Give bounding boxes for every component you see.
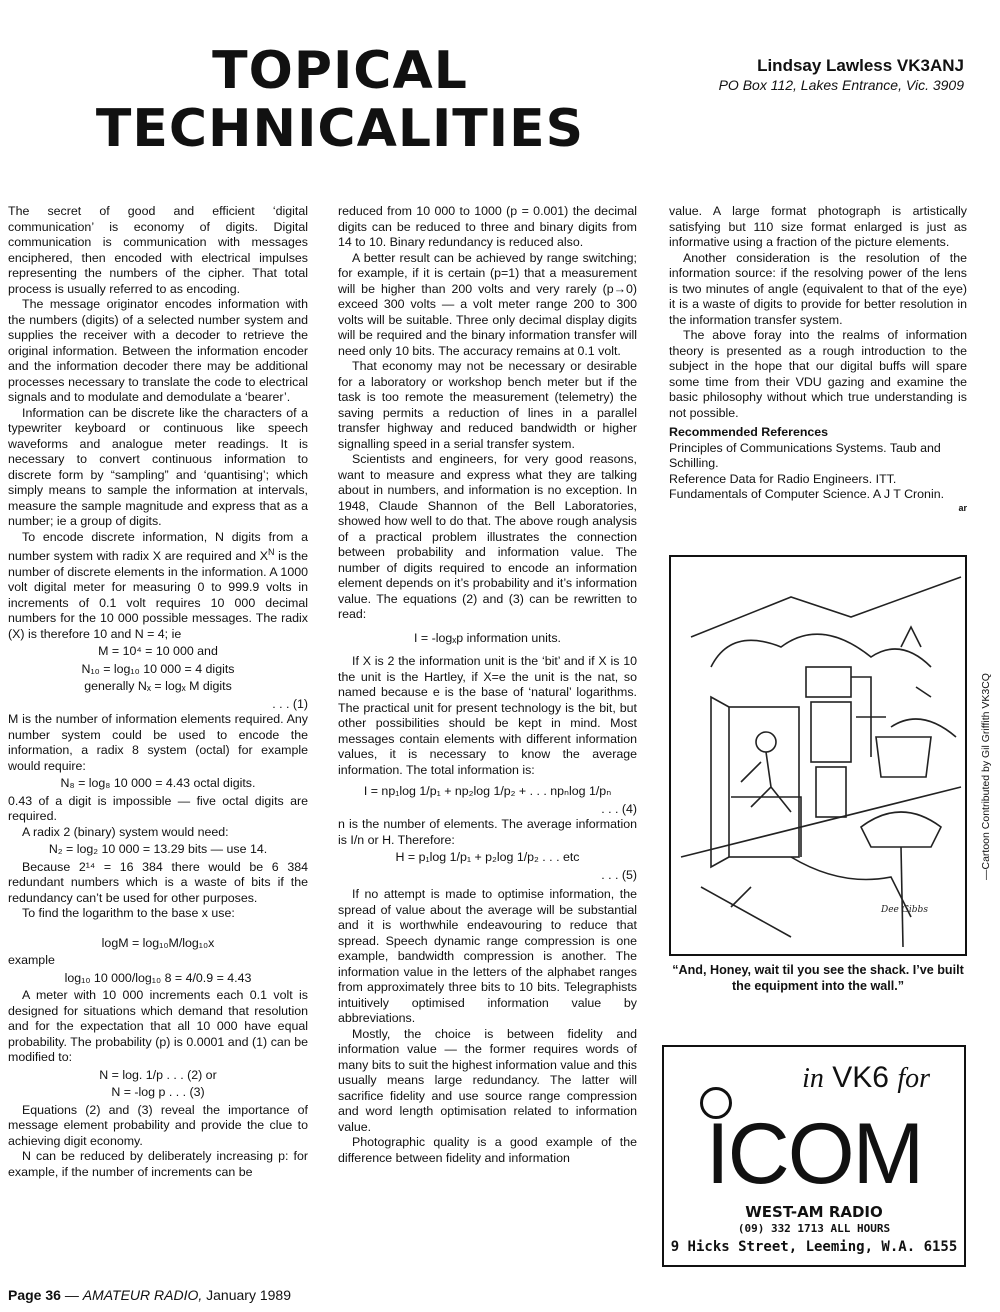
paragraph: 0.43 of a digit is impossible — five octal digits are required. [8, 793, 308, 823]
reference-item: Principles of Communications Systems. Taub and Schilling. [669, 440, 941, 470]
column-1 [8, 204, 308, 1180]
cartoon-drawing [671, 557, 965, 954]
equation: N = log. 1/p . . . (2) or [99, 1067, 217, 1082]
paragraph: A radix 2 (binary) system would need: [22, 824, 229, 839]
example-label: example [8, 953, 55, 967]
author-address: PO Box 112, Lakes Entrance, Vic. 3909 [718, 77, 964, 93]
equation: N = -log p . . . (3) [111, 1085, 205, 1099]
column-3 [669, 204, 967, 513]
ad-company: WEST-AM RADIO [745, 1203, 883, 1221]
footer-page: Page 36 [8, 1287, 61, 1303]
paragraph: A better result can be achieved by range switching; for example, if it is certain (p=1) that a measurement will be higher than 200 volts and very rarely (p→0) exceed 300 volts — a volt meter range 200 to 300 volts will be suitable. Three only decimal display digits will be required and the binary information transfer will need only 10 bits. The accuracy remains at 0.1 volt. [338, 250, 637, 358]
equation-number: . . . (1) [272, 696, 308, 711]
paragraph: If X is 2 the information unit is the ‘bit’ and if X is 10 the unit is the Hartley, if X=e the unit is the nat, so named because e is the base of ‘natural’ logarithms. The practical unit for present technology is the bit, but other possibilities should be kept in mind. Most messages contain elements with different information values, it is necessary to know the average information. The total information is: [338, 654, 637, 777]
cartoon-artist-signature: Dee Gibbs [881, 905, 928, 915]
equation-number: . . . (4) [601, 801, 637, 816]
paragraph: The message originator encodes information with the numbers (digits) of a selected number system and supplies the receiver with a decoder to retrieve the original information. Between the information encoder and the information decoder there may be additional processes necessary to translate the code to electrical signals and to modulate and demodulate a ‘bearer’. [8, 297, 308, 404]
paragraph: Another consideration is the resolution of the information source: if the resolving power of the lens is two minutes of angle (equivalent to that of the eye) it is a waste of digits to provide for better resolution in the information transfer system. [669, 250, 967, 327]
paragraph: M is the number of information elements required. Any number system could be used to encode the information, a radix 8 system (octal) for example would require: [8, 712, 308, 773]
author-name: Lindsay Lawless VK3ANJ [757, 56, 964, 75]
footer-magazine: AMATEUR RADIO, [82, 1287, 203, 1303]
equation: I = -logₓp information units. [414, 630, 561, 645]
equation: N₈ = log₈ 10 000 = 4.43 octal digits. [60, 776, 256, 790]
equation: logM = log₁₀M/log₁₀x [101, 935, 215, 950]
paragraph: N can be reduced by deliberately increasing p: for example, if the number of increments can be [8, 1149, 308, 1179]
paragraph: value. A large format photograph is artistically satisfying but 110 size format enlarged is just as informative using a fraction of the picture elements. [669, 204, 967, 249]
paragraph: To find the logarithm to the base x use: [22, 906, 235, 920]
equation: M = 10⁴ = 10 000 and [98, 644, 218, 658]
article-signoff: ar [958, 502, 967, 513]
references-heading: Recommended References [669, 425, 829, 439]
equation: I = np₁log 1/p₁ + np₂log 1/p₂ + . . . npₙlog 1/pₙ [363, 784, 612, 798]
paragraph [8, 530, 308, 643]
paragraph: The secret of good and efficient ‘digital communication’ is economy of digits. Digital communication is communication with messages enciphered, then encoded with electrical impulses representing the numbers of the cipher. That total process is usually referred to as encoding. [8, 204, 308, 296]
paragraph: The above foray into the realms of information theory is presented as a rough introduction to the subject in the hope that our digital buffs will spare some time from their VDU gazing and examine the basic philosophy without which true understanding is not possible. [669, 328, 967, 420]
paragraph: A meter with 10 000 increments each 0.1 volt is designed for situations which demand that resolution and for the expectation that all 10 000 have equal probability. The probability (p) is 0.0001 and (1) can be modified to: [8, 988, 308, 1064]
title-line-1: TOPICAL [212, 41, 468, 101]
ad-phone: (09) 332 1713 ALL HOURS [737, 1222, 891, 1235]
footer-date: January 1989 [202, 1287, 291, 1303]
paragraph: If no attempt is made to optimise information, the spread of value about the average will be substantial and it is worthwhile endeavouring to reduce that spread. Speech dynamic range compression is one example, bandwidth compression is another. The information value in the letters of the alphabet ranges from approximately three bits to 10 bits. Telegraphists intuitively optimised information value by abbreviations. [338, 887, 637, 1025]
reference-item: Reference Data for Radio Engineers. ITT. [669, 471, 897, 486]
article-title [80, 42, 600, 158]
text-run: To encode discrete information, N digits from a number system with radix X are required and X [8, 529, 308, 563]
ad-tagline-in: in [802, 1063, 824, 1094]
footer-separator: — [60, 1287, 83, 1303]
equation: H = p₁log 1/p₁ + p₂log 1/p₂ . . . etc [395, 850, 580, 864]
paragraph: Photographic quality is a good example of the difference between fidelity and information [338, 1135, 637, 1165]
paragraph: Equations (2) and (3) reveal the importance of message element probability and provide the clue to achieving digit economy. [8, 1102, 308, 1148]
paragraph: reduced from 10 000 to 1000 (p = 0.001) the decimal digits can be reduced to three and binary digits from 14 to 10. Binary redundancy is reduced also. [338, 204, 637, 249]
paragraph: That economy may not be necessary or desirable for a laboratory or workshop bench meter but if the task is too remote the measurement (telemetry) the saving permits a reduction of lines in a parallel transfer highway and reduced bandwidth or higher signalling speed in a serial transfer system. [338, 359, 637, 451]
ad-brand-logo: ICOM [705, 1106, 923, 1202]
ad-tagline-vk6: VK6 [832, 1061, 889, 1094]
ad-address: 9 Hicks Street, Leeming, W.A. 6155 [670, 1239, 958, 1255]
reference-item: Fundamentals of Computer Science. A J T Cronin. [669, 487, 945, 501]
title-line-2: TECHNICALITIES [95, 99, 585, 159]
author-block [719, 56, 964, 94]
column-2 [338, 204, 637, 1166]
equation-number: . . . (5) [601, 867, 637, 882]
icom-advertisement [662, 1045, 966, 1267]
cartoon-credit: —Cartoon Contributed by Gil Griffith VK3CQ [980, 673, 992, 880]
paragraph: Mostly, the choice is between fidelity and information value — the former requires words of many bits to suit the highest information value and this usually means large redundancy. The latter will sacrifice fidelity and use source range compression and word length optimisation related to information value. [338, 1026, 637, 1134]
ad-tagline-for: for [897, 1063, 930, 1094]
text-run: is the number of discrete elements in the information. A 1000 volt digital meter for measuring 0 to 999.9 volts in increments of 0.1 volt requires 10 000 decimal numbers for the 10 000 possible messages. The radix (X) is therefore 10 and N = 4; ie [8, 549, 308, 641]
equation: N₂ = log₂ 10 000 = 13.29 bits — use 14. [48, 842, 268, 856]
paragraph: n is the number of elements. The average information is I/n or H. Therefore: [338, 817, 637, 847]
equation: generally Nₓ = logₓ M digits [84, 679, 232, 693]
paragraph: Scientists and engineers, for very good reasons, want to measure and express what they are talking about in numbers, and information is no exception. In 1948, Claude Shannon of the Bell Laboratories, showed how well to do that. The above rough analysis of a practical problem illustrates the connection between probability and information value. The number of digits required to encode an information element depends on it’s probability and it’s information value. The equations (2) and (3) can be rewritten to read: [338, 452, 637, 621]
paragraph: Information can be discrete like the characters of a typewriter keyboard or continuous like speech waveforms and analogue meter readings. It is necessary to convert continuous information to discrete form by “sampling” and ‘quantising’; which simply means to sample the information at intervals, measure the sample magnitude and express that as a number; ie a group of digits. [8, 405, 308, 528]
references [669, 425, 967, 503]
superscript: N [268, 547, 275, 557]
cartoon-caption: “And, Honey, wait til you see the shack. I’ve built the equipment into the wall.” [672, 963, 964, 993]
paragraph: Because 2¹⁴ = 16 384 there would be 6 384 redundant numbers which is a waste of bits if the redundancy can’t be used for other purposes. [8, 859, 308, 905]
cartoon-illustration [669, 555, 967, 956]
equation: log₁₀ 10 000/log₁₀ 8 = 4/0.9 = 4.43 [64, 970, 252, 985]
page-footer [8, 1287, 291, 1303]
ad-tagline [802, 1061, 930, 1095]
equation: N₁₀ = log₁₀ 10 000 = 4 digits [81, 661, 235, 676]
